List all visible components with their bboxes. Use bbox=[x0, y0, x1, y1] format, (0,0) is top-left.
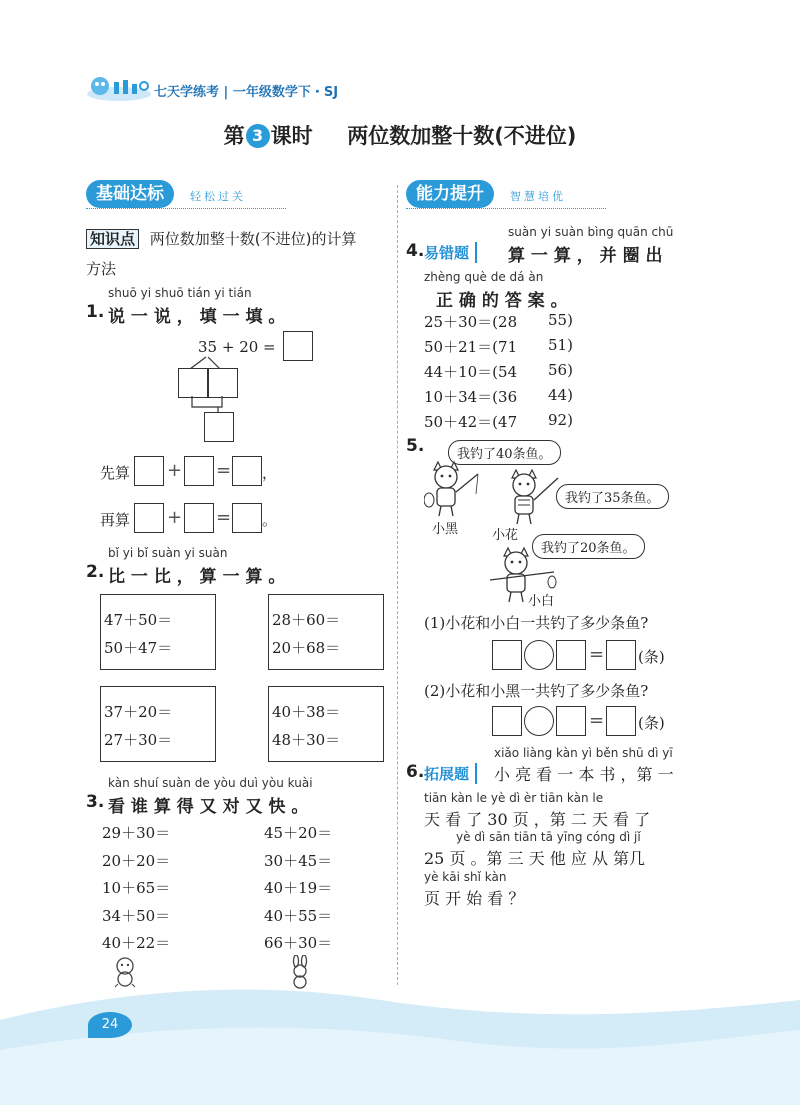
q4-row-3-expr: 44＋10＝(54 bbox=[424, 363, 518, 381]
q6-pinyin-1: xiǎo liàng kàn yì běn shū dì yī bbox=[494, 746, 673, 760]
first-plus: + bbox=[167, 460, 183, 481]
q5-sub2-answer bbox=[492, 706, 702, 738]
name-black: 小黑 bbox=[432, 522, 459, 537]
header-brand: 七天学练考 | 一年级数学下・SJ bbox=[154, 85, 339, 100]
q2-box-4-line-2: 48＋30＝ bbox=[272, 731, 341, 749]
sub2-equals: = bbox=[589, 710, 605, 731]
q4-row-5-expr: 50＋42＝(47 bbox=[424, 413, 518, 431]
q5-sub2: (2)小花和小黑一共钓了多少条鱼? bbox=[424, 682, 649, 700]
q3-c1-r5: 40＋22＝ bbox=[102, 934, 171, 952]
q2-box-4 bbox=[268, 686, 384, 762]
q3-c2-r3: 40＋19＝ bbox=[264, 879, 333, 897]
q3-c1-r2: 20＋20＝ bbox=[102, 852, 171, 870]
q5-sub1-answer bbox=[492, 640, 702, 672]
section-advanced: 能力提升 bbox=[406, 180, 494, 208]
q1-pinyin: shuō yi shuō tián yi tián bbox=[108, 286, 252, 300]
q4-row-3-alt: 56) bbox=[548, 361, 573, 379]
bubble-flower bbox=[556, 484, 669, 509]
title-suffix: 课时 bbox=[270, 124, 313, 148]
q6-pinyin-2: tiān kàn le yè dì èr tiān kàn le bbox=[424, 791, 604, 805]
footer-wave bbox=[0, 980, 800, 1105]
section-basic-sub: 轻松过关 bbox=[190, 190, 246, 203]
q4-row-1-expr: 25＋30＝(28 bbox=[424, 313, 518, 331]
then-box-1[interactable] bbox=[134, 503, 164, 533]
name-flower: 小花 bbox=[492, 528, 519, 543]
first-comma: ， bbox=[262, 464, 278, 482]
q5-sub1: (1)小花和小白一共钓了多少条鱼? bbox=[424, 614, 649, 632]
q3-c1-r1: 29＋30＝ bbox=[102, 824, 171, 842]
sub2-box-3[interactable] bbox=[606, 706, 636, 736]
page-number-leaf bbox=[88, 1012, 132, 1038]
q1-answer-box[interactable] bbox=[283, 331, 313, 361]
sub1-box-1[interactable] bbox=[492, 640, 522, 670]
section-basic: 基础达标 bbox=[86, 180, 174, 208]
q2-box-2 bbox=[268, 594, 384, 670]
q3-pinyin: kàn shuí suàn de yòu duì yòu kuài bbox=[108, 776, 313, 790]
header-logo bbox=[86, 72, 152, 102]
q6-line-4: 页 开 始 看 ？ bbox=[424, 889, 525, 908]
column-divider bbox=[397, 185, 398, 985]
q6-pinyin-4: yè kāi shǐ kàn bbox=[424, 870, 507, 884]
knowledge-point bbox=[86, 228, 357, 249]
section-advanced-underline bbox=[406, 208, 606, 209]
kp-text-1: 两位数加整十数(不进位)的计算 bbox=[149, 230, 357, 248]
q1-then-row bbox=[100, 503, 300, 535]
q3-text: 看 谁 算 得 又 对 又 快 。 bbox=[108, 797, 309, 817]
sub2-box-2[interactable] bbox=[556, 706, 586, 736]
q2-box-2-line-2: 20＋68＝ bbox=[272, 639, 341, 657]
sub2-unit: (条) bbox=[638, 714, 665, 732]
bubble-black-text: 我钓了40条鱼。 bbox=[457, 447, 552, 462]
first-box-1[interactable] bbox=[134, 456, 164, 486]
q3-c1-r4: 34＋50＝ bbox=[102, 907, 171, 925]
title-topic: 两位数加整十数(不进位) bbox=[347, 124, 577, 148]
q4-line-2: 正 确 的 答 案 。 bbox=[436, 291, 568, 311]
then-equals: = bbox=[216, 507, 232, 528]
page-number: 24 bbox=[101, 1017, 119, 1032]
then-plus: + bbox=[167, 507, 183, 528]
q5-number: 5. bbox=[406, 436, 425, 456]
q6-pinyin-3: yè dì sān tiān tā yīng cóng dì jǐ bbox=[456, 830, 641, 844]
q4-line-1: 算 一 算 ， 并 圈 出 bbox=[508, 246, 663, 266]
sub2-box-1[interactable] bbox=[492, 706, 522, 736]
kp-tag: 知识点 bbox=[86, 229, 139, 249]
first-equals: = bbox=[216, 460, 232, 481]
q1-split-box-2[interactable] bbox=[208, 368, 238, 398]
q4-row-1-alt: 55) bbox=[548, 311, 573, 329]
page-title bbox=[0, 120, 800, 150]
cat-black-icon bbox=[424, 460, 480, 518]
q2-box-2-line-1: 28＋60＝ bbox=[272, 611, 341, 629]
q1-text: 说 一 说 ， 填 一 填 。 bbox=[108, 307, 286, 327]
q2-box-4-line-1: 40＋38＝ bbox=[272, 703, 341, 721]
q4-pinyin-2: zhèng què de dá àn bbox=[424, 270, 544, 284]
sub1-box-3[interactable] bbox=[606, 640, 636, 670]
q3-c2-r5: 66＋30＝ bbox=[264, 934, 333, 952]
sub1-equals: = bbox=[589, 644, 605, 665]
q3-c2-r1: 45＋20＝ bbox=[264, 824, 333, 842]
bubble-white bbox=[532, 534, 645, 559]
q1-first-row bbox=[100, 456, 300, 488]
first-box-2[interactable] bbox=[184, 456, 214, 486]
cat-flower-icon bbox=[498, 468, 560, 526]
then-box-2[interactable] bbox=[184, 503, 214, 533]
q2-box-1-line-1: 47＋50＝ bbox=[104, 611, 173, 629]
q4-number: 4. bbox=[406, 241, 425, 261]
q6-tag: 拓展题 bbox=[424, 763, 477, 784]
q2-number: 2. bbox=[86, 562, 105, 582]
brand-name: 七天学练考 bbox=[154, 85, 220, 100]
q4-row-2-alt: 51) bbox=[548, 336, 573, 354]
section-advanced-sub: 智慧培优 bbox=[510, 190, 566, 203]
q4-tag: 易错题 bbox=[424, 242, 477, 263]
q2-box-3 bbox=[100, 686, 216, 762]
q1-split-box-1[interactable] bbox=[178, 368, 208, 398]
q4-row-4-expr: 10＋34＝(36 bbox=[424, 388, 518, 406]
q3-number: 3. bbox=[86, 792, 105, 812]
mascot-icon bbox=[86, 72, 152, 102]
q6-number: 6. bbox=[406, 762, 425, 782]
then-period: 。 bbox=[262, 511, 278, 529]
sub1-unit: (条) bbox=[638, 648, 665, 666]
q6-line-1: 小 亮 看 一 本 书 ，第 一 bbox=[494, 765, 674, 784]
q4-row-5-alt: 92) bbox=[548, 411, 573, 429]
q3-c2-r4: 40＋55＝ bbox=[264, 907, 333, 925]
q2-pinyin: bǐ yi bǐ suàn yi suàn bbox=[108, 546, 228, 560]
sub2-operator-circle[interactable] bbox=[524, 706, 554, 736]
then-box-3[interactable] bbox=[232, 503, 262, 533]
section-basic-underline bbox=[86, 208, 286, 209]
q2-box-3-line-1: 37＋20＝ bbox=[104, 703, 173, 721]
lesson-number-badge: 3 bbox=[246, 124, 270, 148]
name-white: 小白 bbox=[528, 594, 555, 609]
sub1-box-2[interactable] bbox=[556, 640, 586, 670]
kp-text-2: 方法 bbox=[86, 260, 117, 278]
first-label: 先算 bbox=[100, 464, 131, 482]
q2-box-1 bbox=[100, 594, 216, 670]
first-box-3[interactable] bbox=[232, 456, 262, 486]
q1-result-box[interactable] bbox=[204, 412, 234, 442]
q1-expression: 35 + 20 = bbox=[198, 338, 276, 356]
q3-c2-r2: 30＋45＝ bbox=[264, 852, 333, 870]
sub1-operator-circle[interactable] bbox=[524, 640, 554, 670]
subject-name: 一年级数学下・SJ bbox=[232, 85, 339, 100]
title-prefix: 第 bbox=[223, 124, 245, 148]
q4-row-4-alt: 44) bbox=[548, 386, 573, 404]
q3-c1-r3: 10＋65＝ bbox=[102, 879, 171, 897]
q4-row-2-expr: 50＋21＝(71 bbox=[424, 338, 518, 356]
q2-box-3-line-2: 27＋30＝ bbox=[104, 731, 173, 749]
bubble-white-text: 我钓了20条鱼。 bbox=[541, 541, 636, 556]
q6-line-3: 25 页 。第 三 天 他 应 从 第几 bbox=[424, 849, 646, 868]
q2-text: 比 一 比 ， 算 一 算 。 bbox=[108, 567, 286, 587]
q2-box-1-line-2: 50＋47＝ bbox=[104, 639, 173, 657]
then-label: 再算 bbox=[100, 511, 131, 529]
bubble-flower-text: 我钓了35条鱼。 bbox=[565, 491, 660, 506]
q4-pinyin-1: suàn yi suàn bìng quān chū bbox=[508, 225, 674, 239]
q6-line-2: 天 看 了 30 页 ，第 二 天 看 了 bbox=[424, 810, 651, 829]
q1-number: 1. bbox=[86, 302, 105, 322]
